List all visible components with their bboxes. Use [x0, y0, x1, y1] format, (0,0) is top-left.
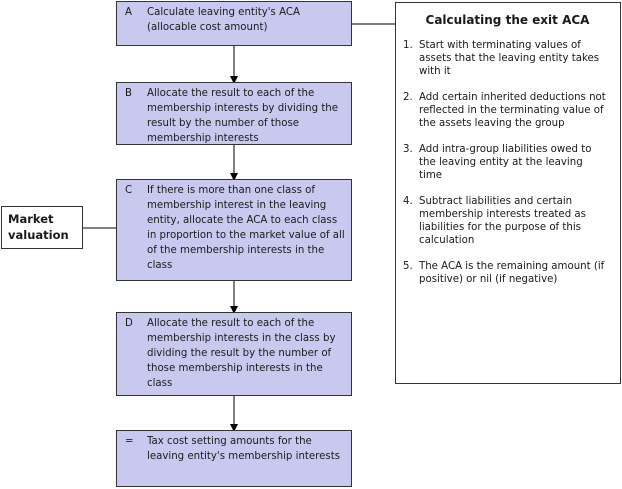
calc-step-1	[403, 39, 608, 78]
calc-step-text: Add intra-group liabilities owed to the leaving entity at the leaving time	[419, 144, 592, 181]
step-c-text: If there is more than one class of membership interest in the leaving entity, allocate the ACA to each class in proportion to the market value of all of the membership interests in the class	[147, 185, 345, 271]
market-valuation-box	[1, 206, 83, 249]
step-b-letter: B	[125, 88, 132, 99]
step-a-box	[116, 1, 352, 46]
step-a-letter: A	[125, 7, 132, 18]
step-d-letter: D	[125, 318, 133, 329]
calc-step-number: 1.	[403, 40, 413, 51]
calc-step-2	[403, 91, 608, 130]
calc-panel-title: Calculating the exit ACA	[425, 13, 590, 27]
result-box	[116, 430, 352, 487]
step-b-text: Allocate the result to each of the membership interests by dividing the result by the number of those membership interests	[147, 88, 339, 144]
calc-step-text: Add certain inherited deductions not reflected in the terminating value of the assets leaving the group	[419, 92, 606, 129]
calc-step-text: Start with terminating values of assets that the leaving entity takes with it	[419, 40, 600, 77]
calc-step-5	[403, 260, 608, 286]
calc-exit-aca-panel	[395, 2, 621, 384]
calc-step-text: Subtract liabilities and certain membership interests treated as liabilities for the purpose of this calculation	[419, 196, 586, 246]
calc-step-text: The ACA is the remaining amount (if positive) or nil (if negative)	[419, 261, 605, 285]
result-letter: =	[125, 436, 134, 447]
step-d-box	[116, 312, 352, 396]
calc-step-4	[403, 195, 608, 247]
step-c-box	[116, 179, 352, 281]
step-b-box	[116, 82, 352, 145]
calc-step-number: 5.	[403, 261, 413, 272]
step-d-text: Allocate the result to each of the membership interests in the class by dividing the result by the number of those membership interests in the class	[147, 318, 336, 389]
market-valuation-label: Market valuation	[8, 212, 69, 242]
calc-step-number: 4.	[403, 196, 413, 207]
calc-step-number: 3.	[403, 144, 413, 155]
step-a-text: Calculate leaving entity's ACA (allocable cost amount)	[147, 7, 300, 33]
result-text: Tax cost setting amounts for the leaving entity's membership interests	[147, 436, 341, 462]
calc-step-number: 2.	[403, 92, 413, 103]
step-c-letter: C	[125, 185, 133, 196]
calc-step-3	[403, 143, 608, 182]
